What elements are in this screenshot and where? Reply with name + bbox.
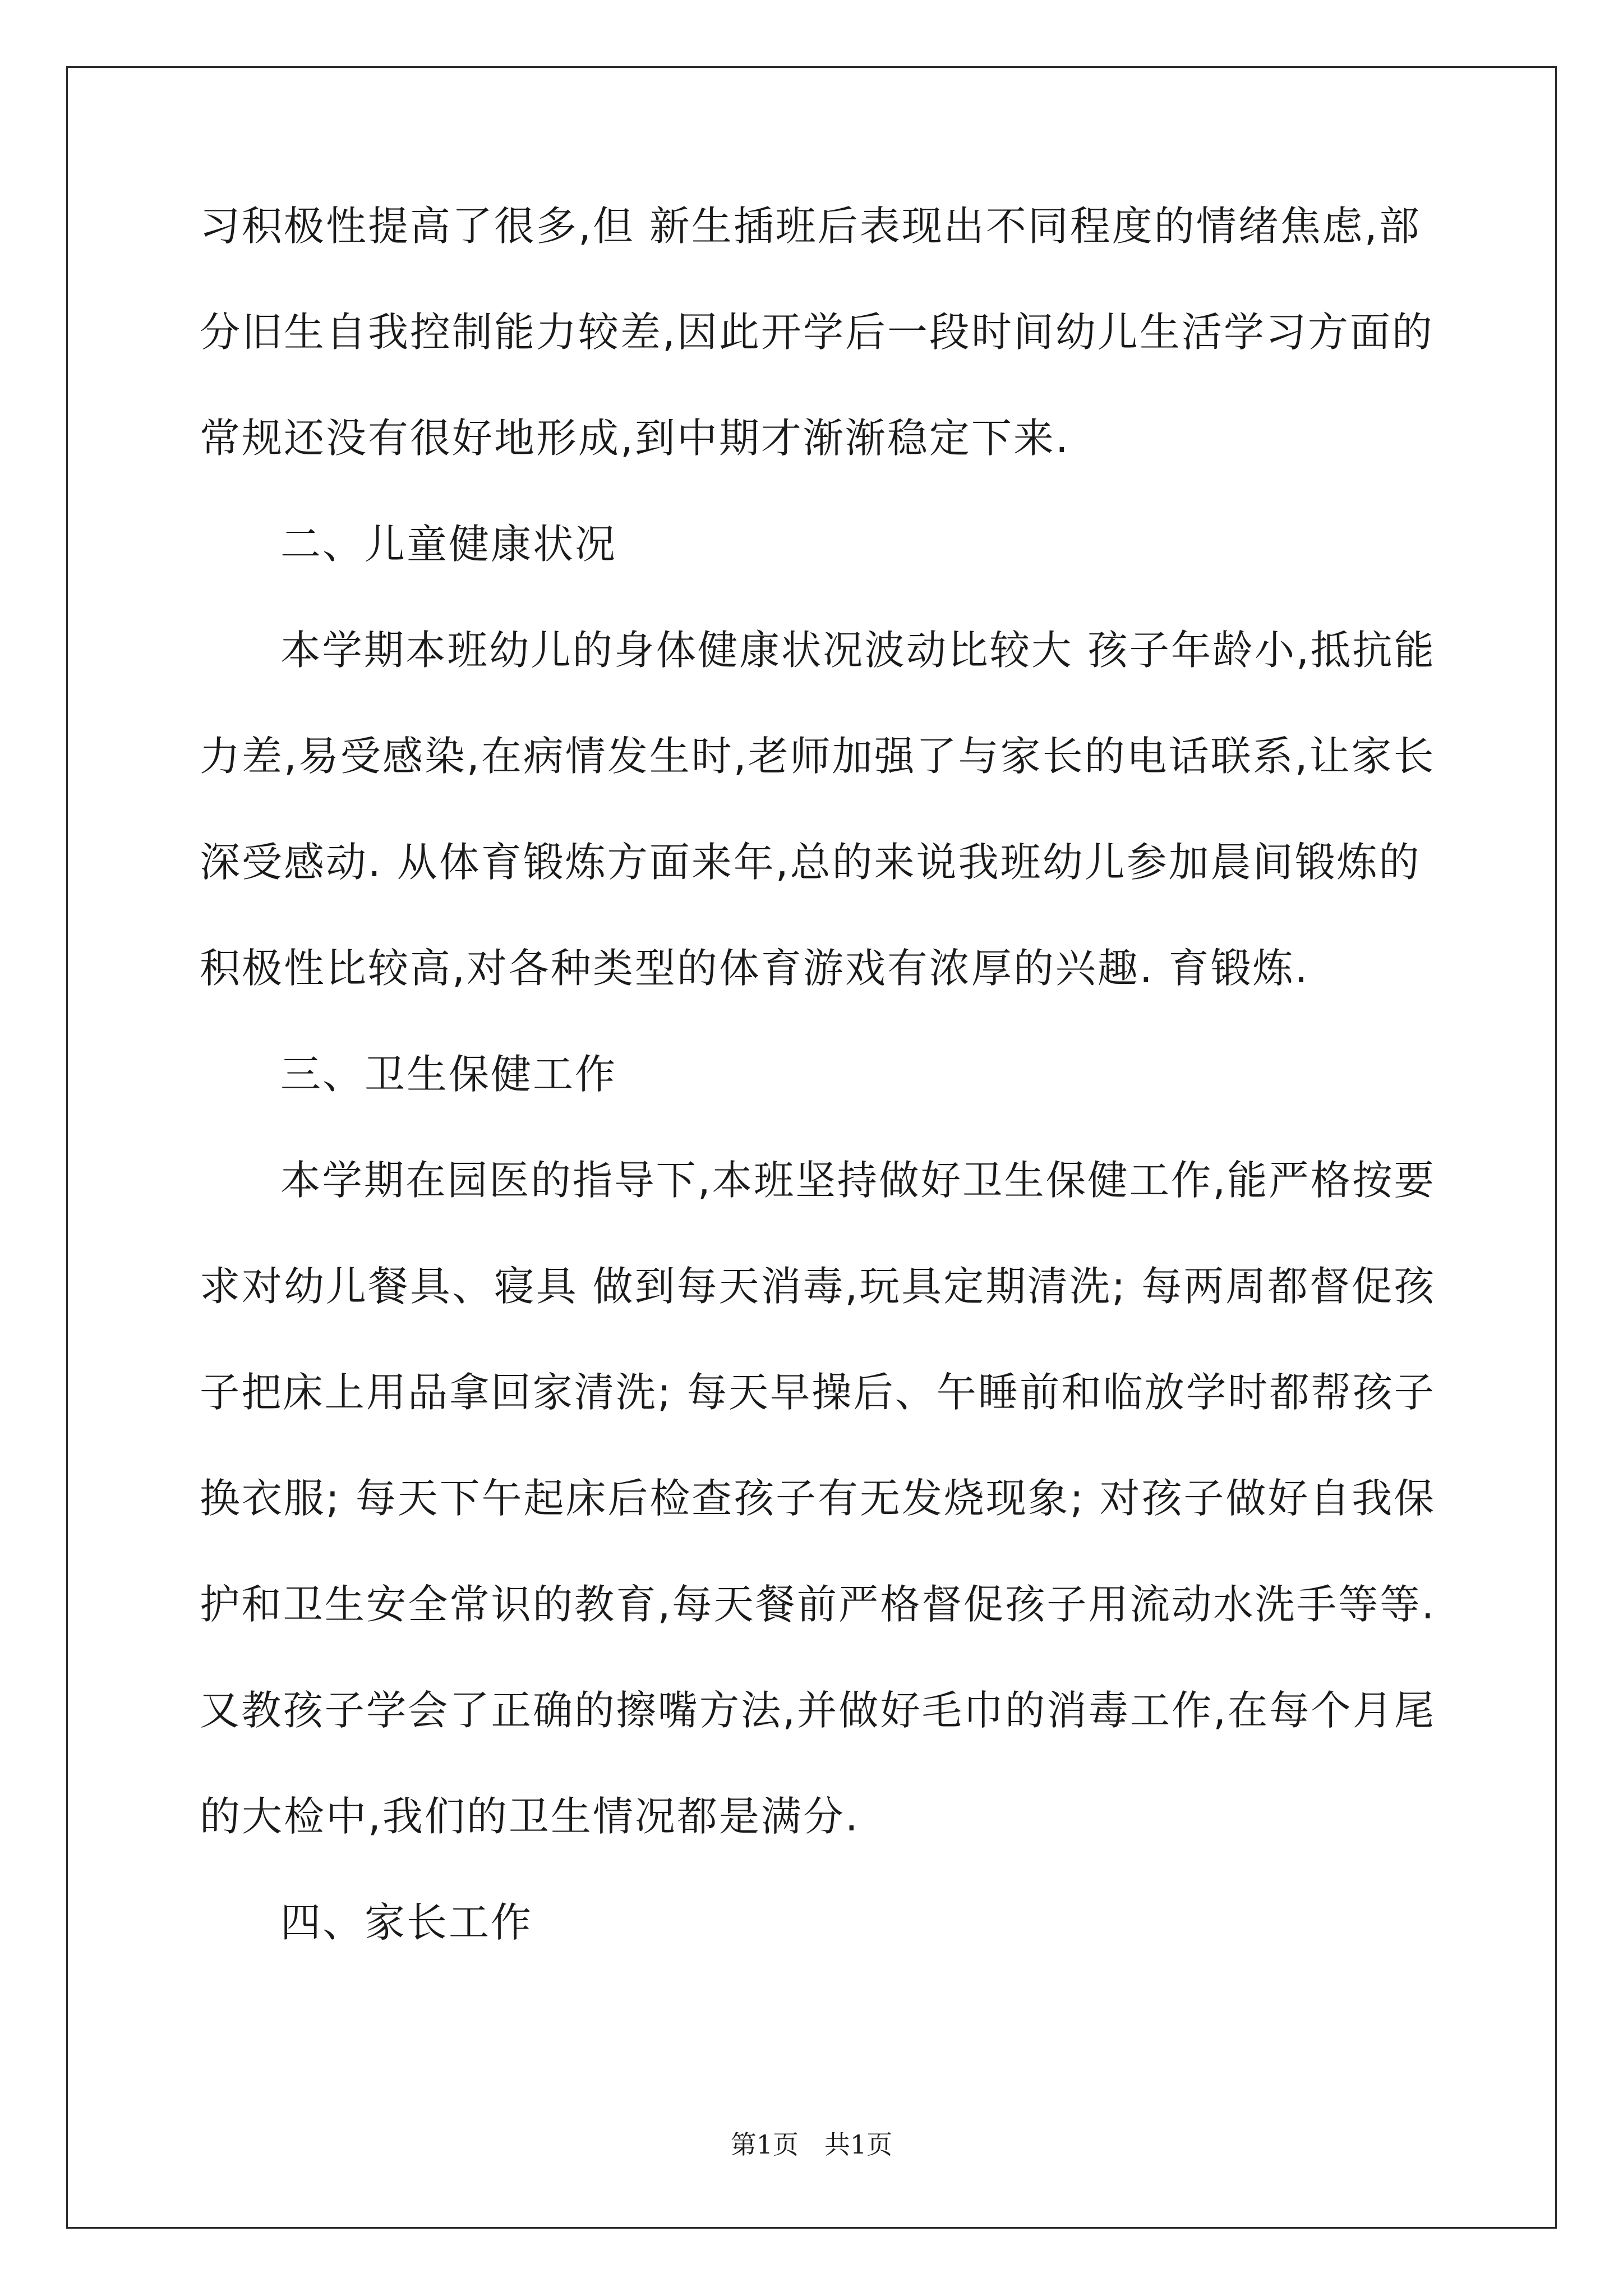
paragraph-line: 分旧生自我控制能力较差,因此开学后一段时间幼儿生活学习方面的 — [200, 309, 1434, 356]
paragraph-line: 本学期本班幼儿的身体健康状况波动比较大 孩子年龄小,抵抗能 — [280, 627, 1436, 674]
paragraph-line: 换衣服; 每天下午起床后检查孩子有无发烧现象; 对孩子做好自我保 — [200, 1475, 1436, 1522]
section-heading: 三、卫生保健工作 — [280, 1051, 617, 1098]
paragraph-line: 护和卫生安全常识的教育,每天餐前严格督促孩子用流动水洗手等等. — [200, 1581, 1436, 1628]
page-number-footer: 第1页 共1页 — [730, 2129, 893, 2160]
paragraph-line: 的大检中,我们的卫生情况都是满分. — [200, 1793, 860, 1840]
section-heading: 四、家长工作 — [280, 1899, 533, 1946]
paragraph-line: 子把床上用品拿回家清洗; 每天早操后、午睡前和临放学时都帮孩子 — [200, 1369, 1436, 1416]
paragraph-line: 求对幼儿餐具、寝具 做到每天消毒,玩具定期清洗; 每两周都督促孩 — [200, 1263, 1436, 1310]
paragraph-line: 习积极性提高了很多,但 新生插班后表现出不同程度的情绪焦虑,部 — [200, 203, 1421, 250]
paragraph-line: 本学期在园医的指导下,本班坚持做好卫生保健工作,能严格按要 — [280, 1157, 1436, 1204]
paragraph-line: 深受感动. 从体育锻炼方面来年,总的来说我班幼儿参加晨间锻炼的 — [200, 839, 1421, 886]
paragraph-line: 积极性比较高,对各种类型的体育游戏有浓厚的兴趣. 育锻炼. — [200, 945, 1310, 992]
paragraph-line: 常规还没有很好地形成,到中期才渐渐稳定下来. — [200, 415, 1070, 462]
paragraph-line: 又教孩子学会了正确的擦嘴方法,并做好毛巾的消毒工作,在每个月尾 — [200, 1687, 1436, 1734]
section-heading: 二、儿童健康状况 — [280, 521, 617, 568]
paragraph-line: 力差,易受感染,在病情发生时,老师加强了与家长的电话联系,让家长 — [200, 733, 1436, 780]
